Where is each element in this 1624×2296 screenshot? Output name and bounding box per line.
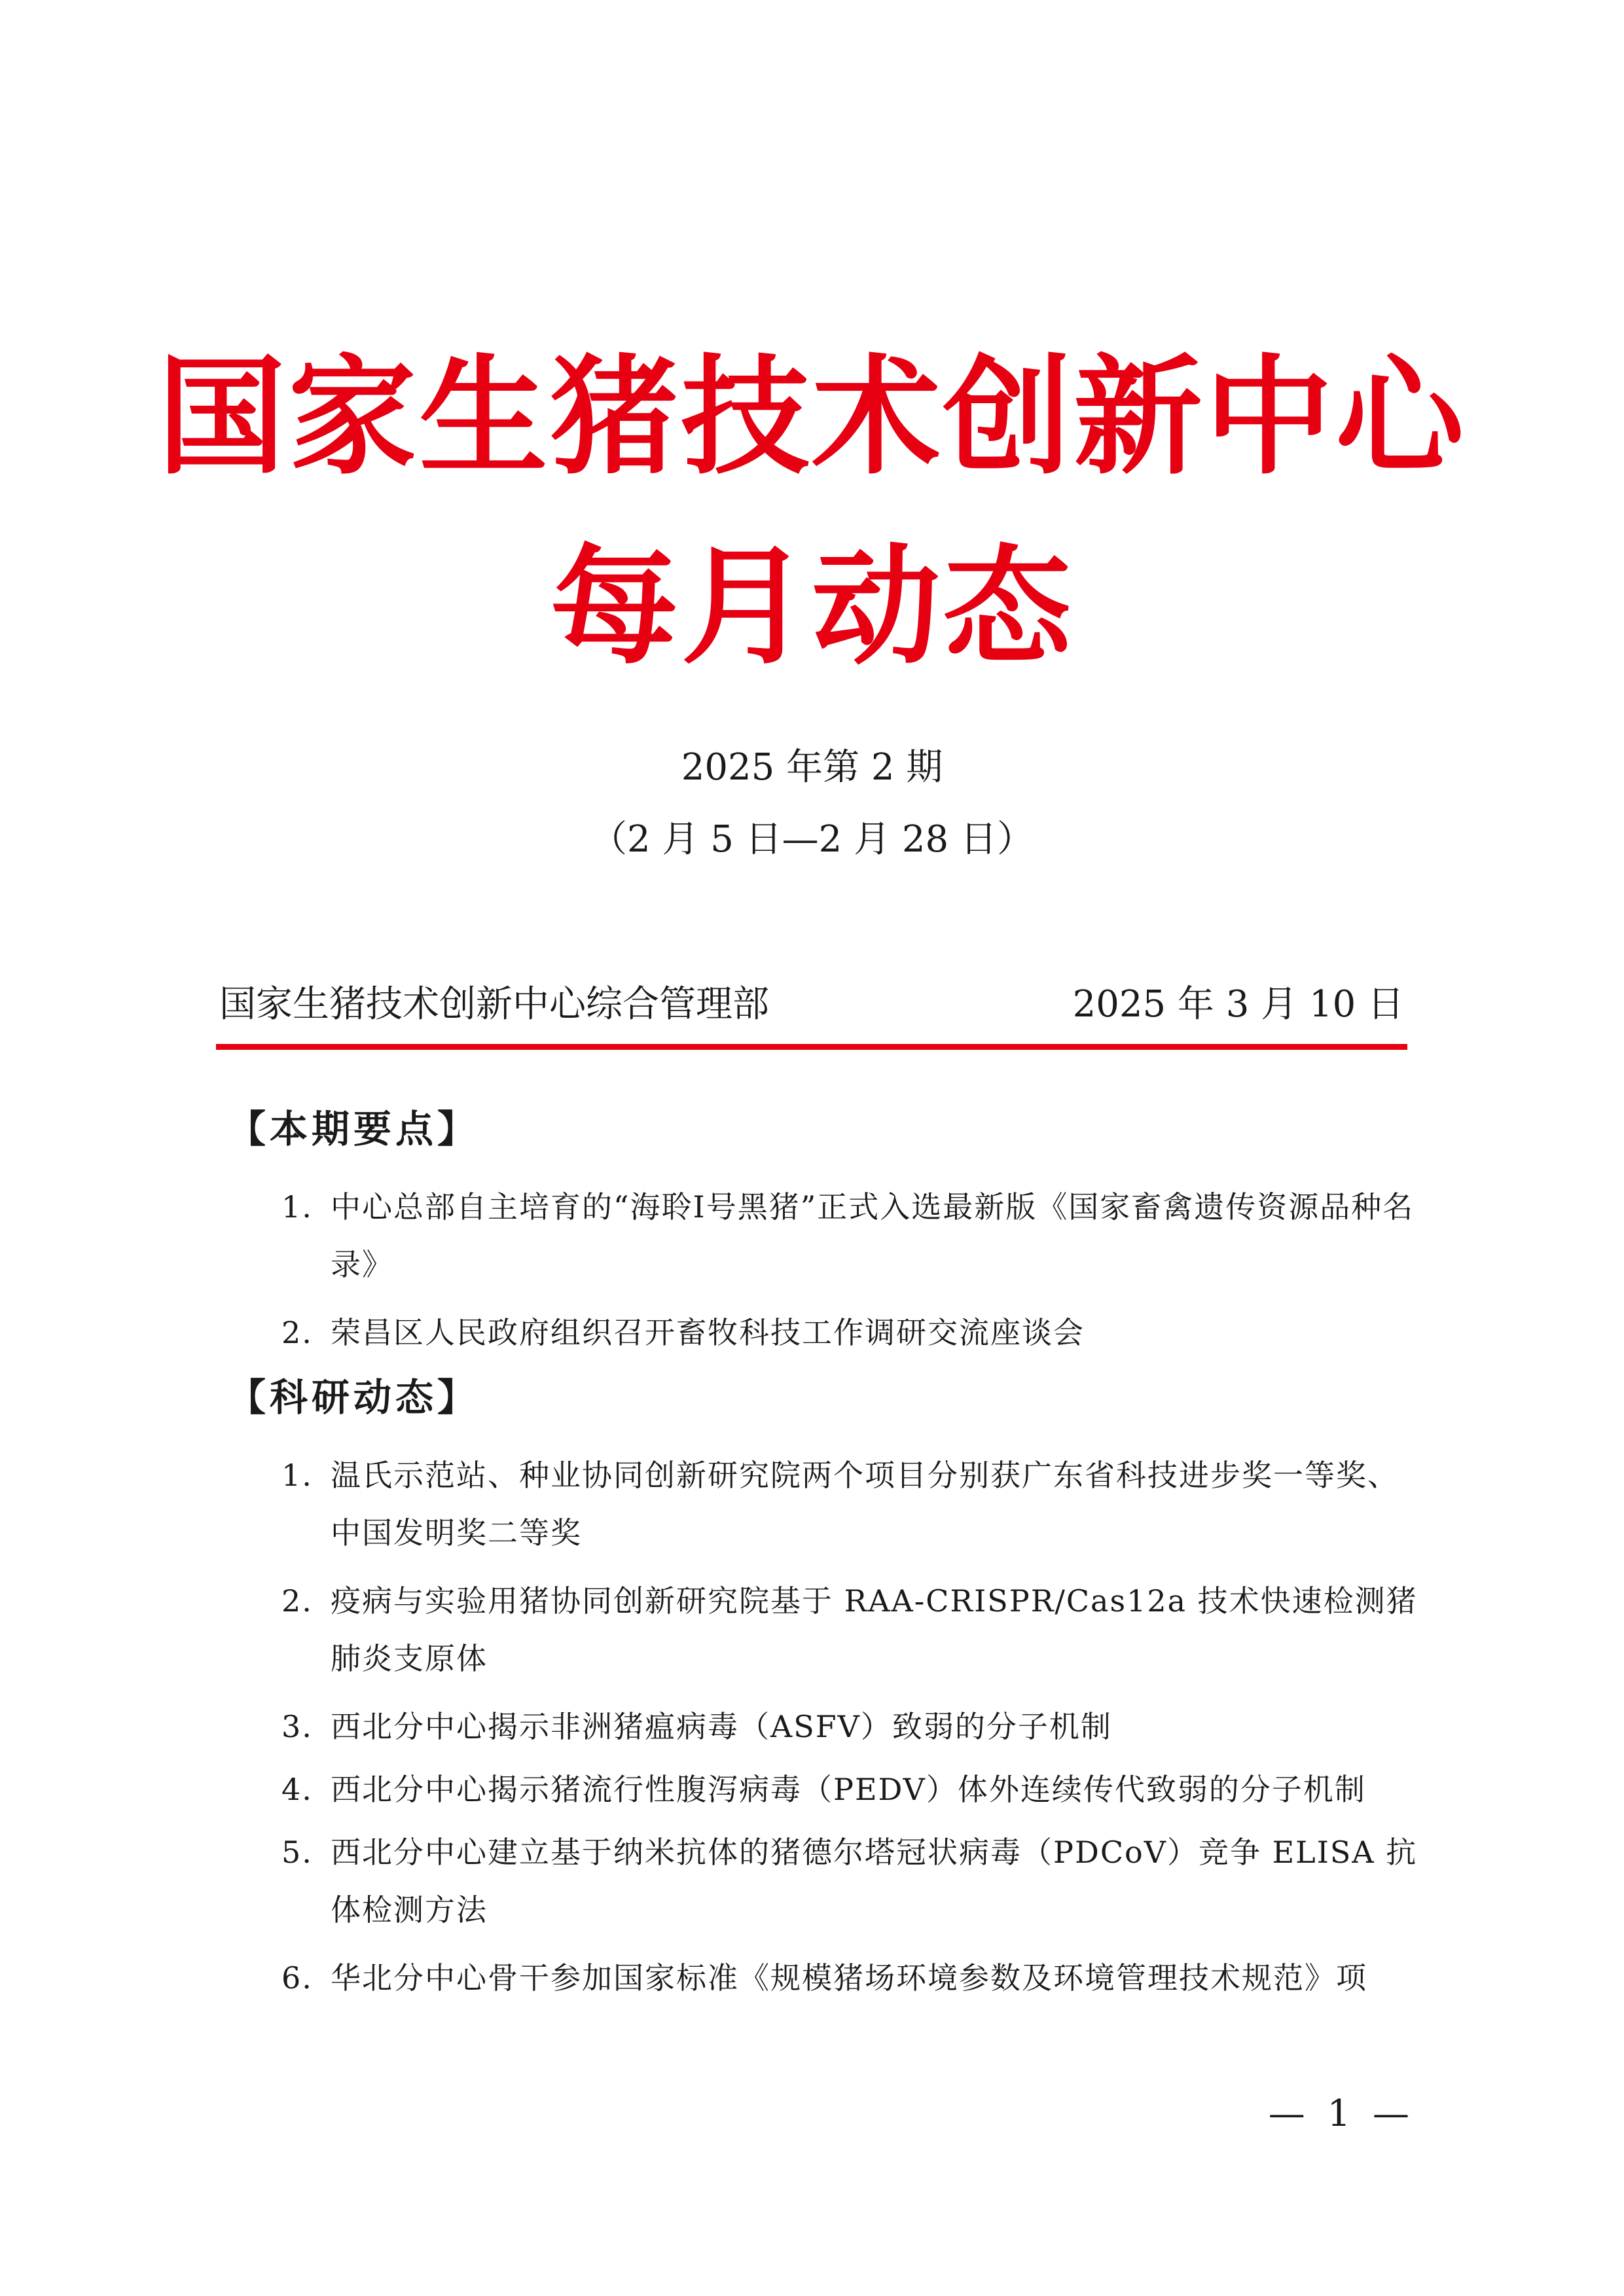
research-item bbox=[281, 1823, 1420, 1939]
list-text: 疫病与实验用猪协同创新研究院基于 RAA-CRISPR/Cas12a 技术快速检测猪肺炎支原体 bbox=[331, 1583, 1418, 1676]
research-item bbox=[281, 1949, 1420, 2007]
list-text: 温氏示范站、种业协同创新研究院两个项目分别获广东省科技进步奖一等奖、中国发明奖二等奖 bbox=[331, 1458, 1399, 1551]
research-item bbox=[281, 1761, 1420, 1818]
masthead-title-line1: 国家生猪技术创新中心 bbox=[157, 343, 1467, 492]
list-number: 4. bbox=[281, 1772, 313, 1807]
issue-date-range: （2 月 5 日—2 月 28 日） bbox=[590, 818, 1034, 861]
list-number: 3. bbox=[281, 1709, 313, 1744]
research-item bbox=[281, 1698, 1420, 1755]
list-number: 5. bbox=[281, 1835, 313, 1870]
publish-date: 2025 年 3 月 10 日 bbox=[1072, 983, 1404, 1026]
list-text: 荣昌区人民政府组织召开畜牧科技工作调研交流座谈会 bbox=[331, 1315, 1085, 1350]
department-name: 国家生猪技术创新中心综合管理部 bbox=[219, 983, 769, 1026]
list-number: 2. bbox=[281, 1583, 313, 1619]
page-number: — 1 — bbox=[1268, 2092, 1415, 2135]
list-text: 西北分中心建立基于纳米抗体的猪德尔塔冠状病毒（PDCoV）竞争 ELISA 抗体检测方法 bbox=[331, 1835, 1418, 1928]
highlight-item bbox=[281, 1304, 1420, 1361]
list-text: 中心总部自主培育的“海聆Ⅰ号黑猪”正式入选最新版《国家畜禽遗传资源品种名录》 bbox=[331, 1189, 1415, 1282]
section-heading-highlights: 【本期要点】 bbox=[228, 1107, 480, 1151]
list-text: 西北分中心揭示非洲猪瘟病毒（ASFV）致弱的分子机制 bbox=[331, 1709, 1112, 1744]
meta-row bbox=[219, 982, 1404, 1028]
list-text: 华北分中心骨干参加国家标准《规模猪场环境参数及环境管理技术规范》项 bbox=[331, 1960, 1367, 1996]
list-text: 西北分中心揭示猪流行性腹泻病毒（PEDV）体外连续传代致弱的分子机制 bbox=[331, 1772, 1366, 1807]
list-number: 1. bbox=[281, 1458, 313, 1493]
red-divider-rule bbox=[216, 1044, 1407, 1050]
list-number: 2. bbox=[281, 1315, 313, 1350]
research-item bbox=[281, 1572, 1420, 1687]
issue-number: 2025 年第 2 期 bbox=[681, 746, 943, 789]
list-number: 6. bbox=[281, 1960, 313, 1996]
list-number: 1. bbox=[281, 1189, 313, 1225]
highlight-item bbox=[281, 1178, 1420, 1293]
research-item bbox=[281, 1446, 1420, 1562]
section-heading-research: 【科研动态】 bbox=[228, 1375, 480, 1420]
masthead-title-line2: 每月动态 bbox=[550, 533, 1074, 682]
